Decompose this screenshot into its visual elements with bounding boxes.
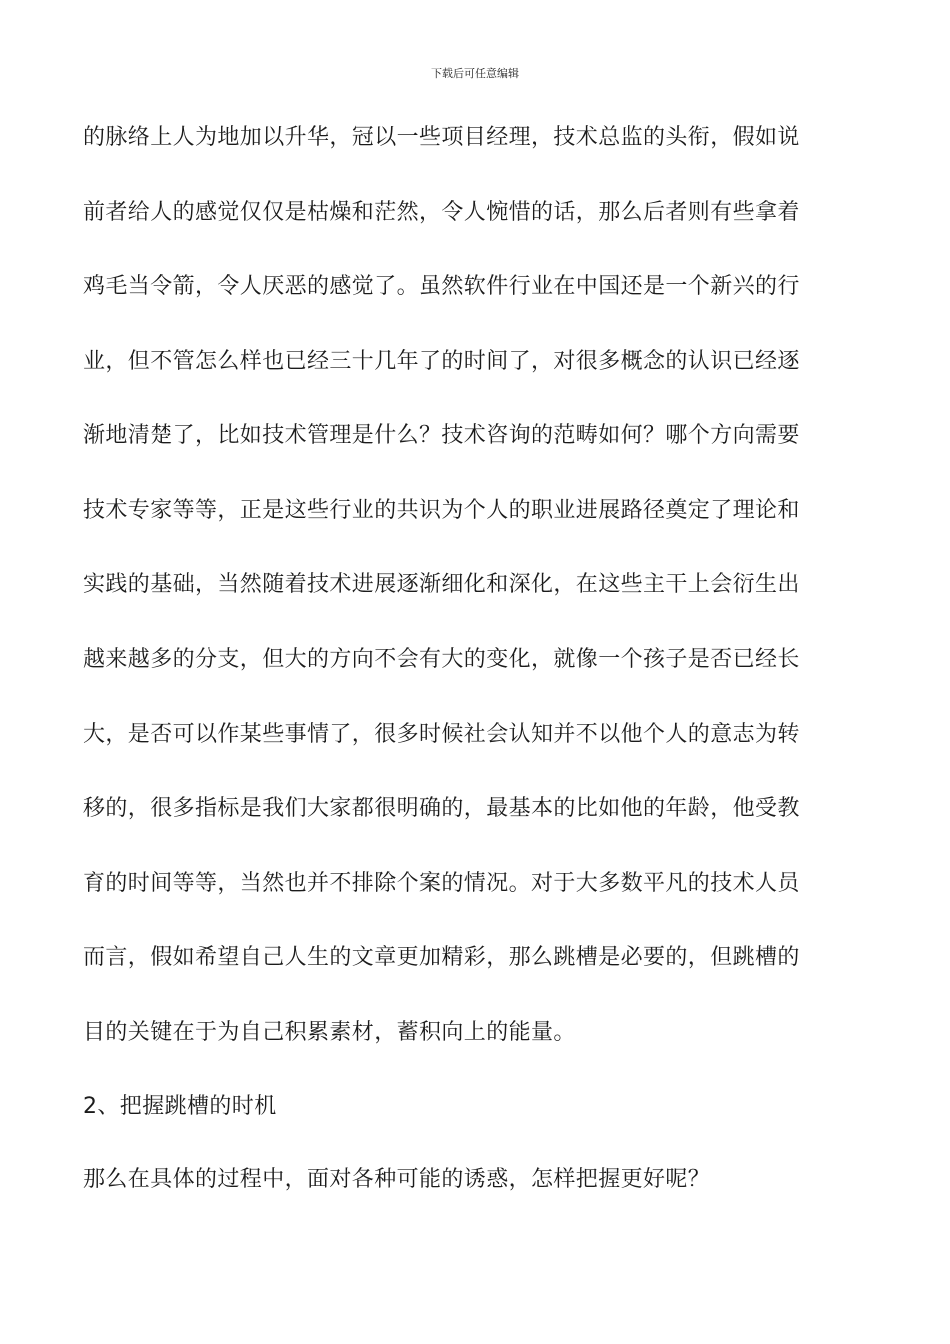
paragraph-line: 鸡毛当令箭，令人厌恶的感觉了。虽然软件行业在中国还是一个新兴的行 bbox=[83, 274, 800, 299]
paragraph-line: 前者给人的感觉仅仅是枯燥和茫然，令人惋惜的话，那么后者则有些拿着 bbox=[83, 200, 800, 225]
paragraph-line: 越来越多的分支，但大的方向不会有大的变化，就像一个孩子是否已经长 bbox=[83, 647, 800, 672]
paragraph-line: 移的，很多指标是我们大家都很明确的，最基本的比如他的年龄，他受教 bbox=[83, 796, 800, 821]
closing-paragraph: 那么在具体的过程中，面对各种可能的诱惑，怎样把握更好呢？ bbox=[83, 1167, 711, 1192]
paragraph-line: 渐地清楚了，比如技术管理是什么？技术咨询的范畴如何？哪个方向需要 bbox=[83, 423, 800, 448]
paragraph-line: 而言，假如希望自己人生的文章更加精彩，那么跳槽是必要的，但跳槽的 bbox=[83, 945, 800, 970]
paragraph-line: 技术专家等等，正是这些行业的共识为个人的职业进展路径奠定了理论和 bbox=[83, 498, 800, 523]
page-header: 下载后可任意编辑 bbox=[431, 67, 519, 80]
paragraph-line: 的脉络上人为地加以升华，冠以一些项目经理，技术总监的头衔，假如说 bbox=[83, 125, 800, 150]
paragraph-line: 实践的基础，当然随着技术进展逐渐细化和深化，在这些主干上会衍生出 bbox=[83, 572, 800, 597]
paragraph-line: 业，但不管怎么样也已经三十几年了的时间了，对很多概念的认识已经逐 bbox=[83, 349, 800, 374]
section-heading: 2、把握跳槽的时机 bbox=[83, 1094, 277, 1119]
paragraph-line: 大，是否可以作某些事情了，很多时候社会认知并不以他个人的意志为转 bbox=[83, 722, 800, 747]
paragraph-line: 目的关键在于为自己积累素材，蓄积向上的能量。 bbox=[83, 1020, 576, 1045]
paragraph-line: 育的时间等等，当然也并不排除个案的情况。对于大多数平凡的技术人员 bbox=[83, 871, 800, 896]
